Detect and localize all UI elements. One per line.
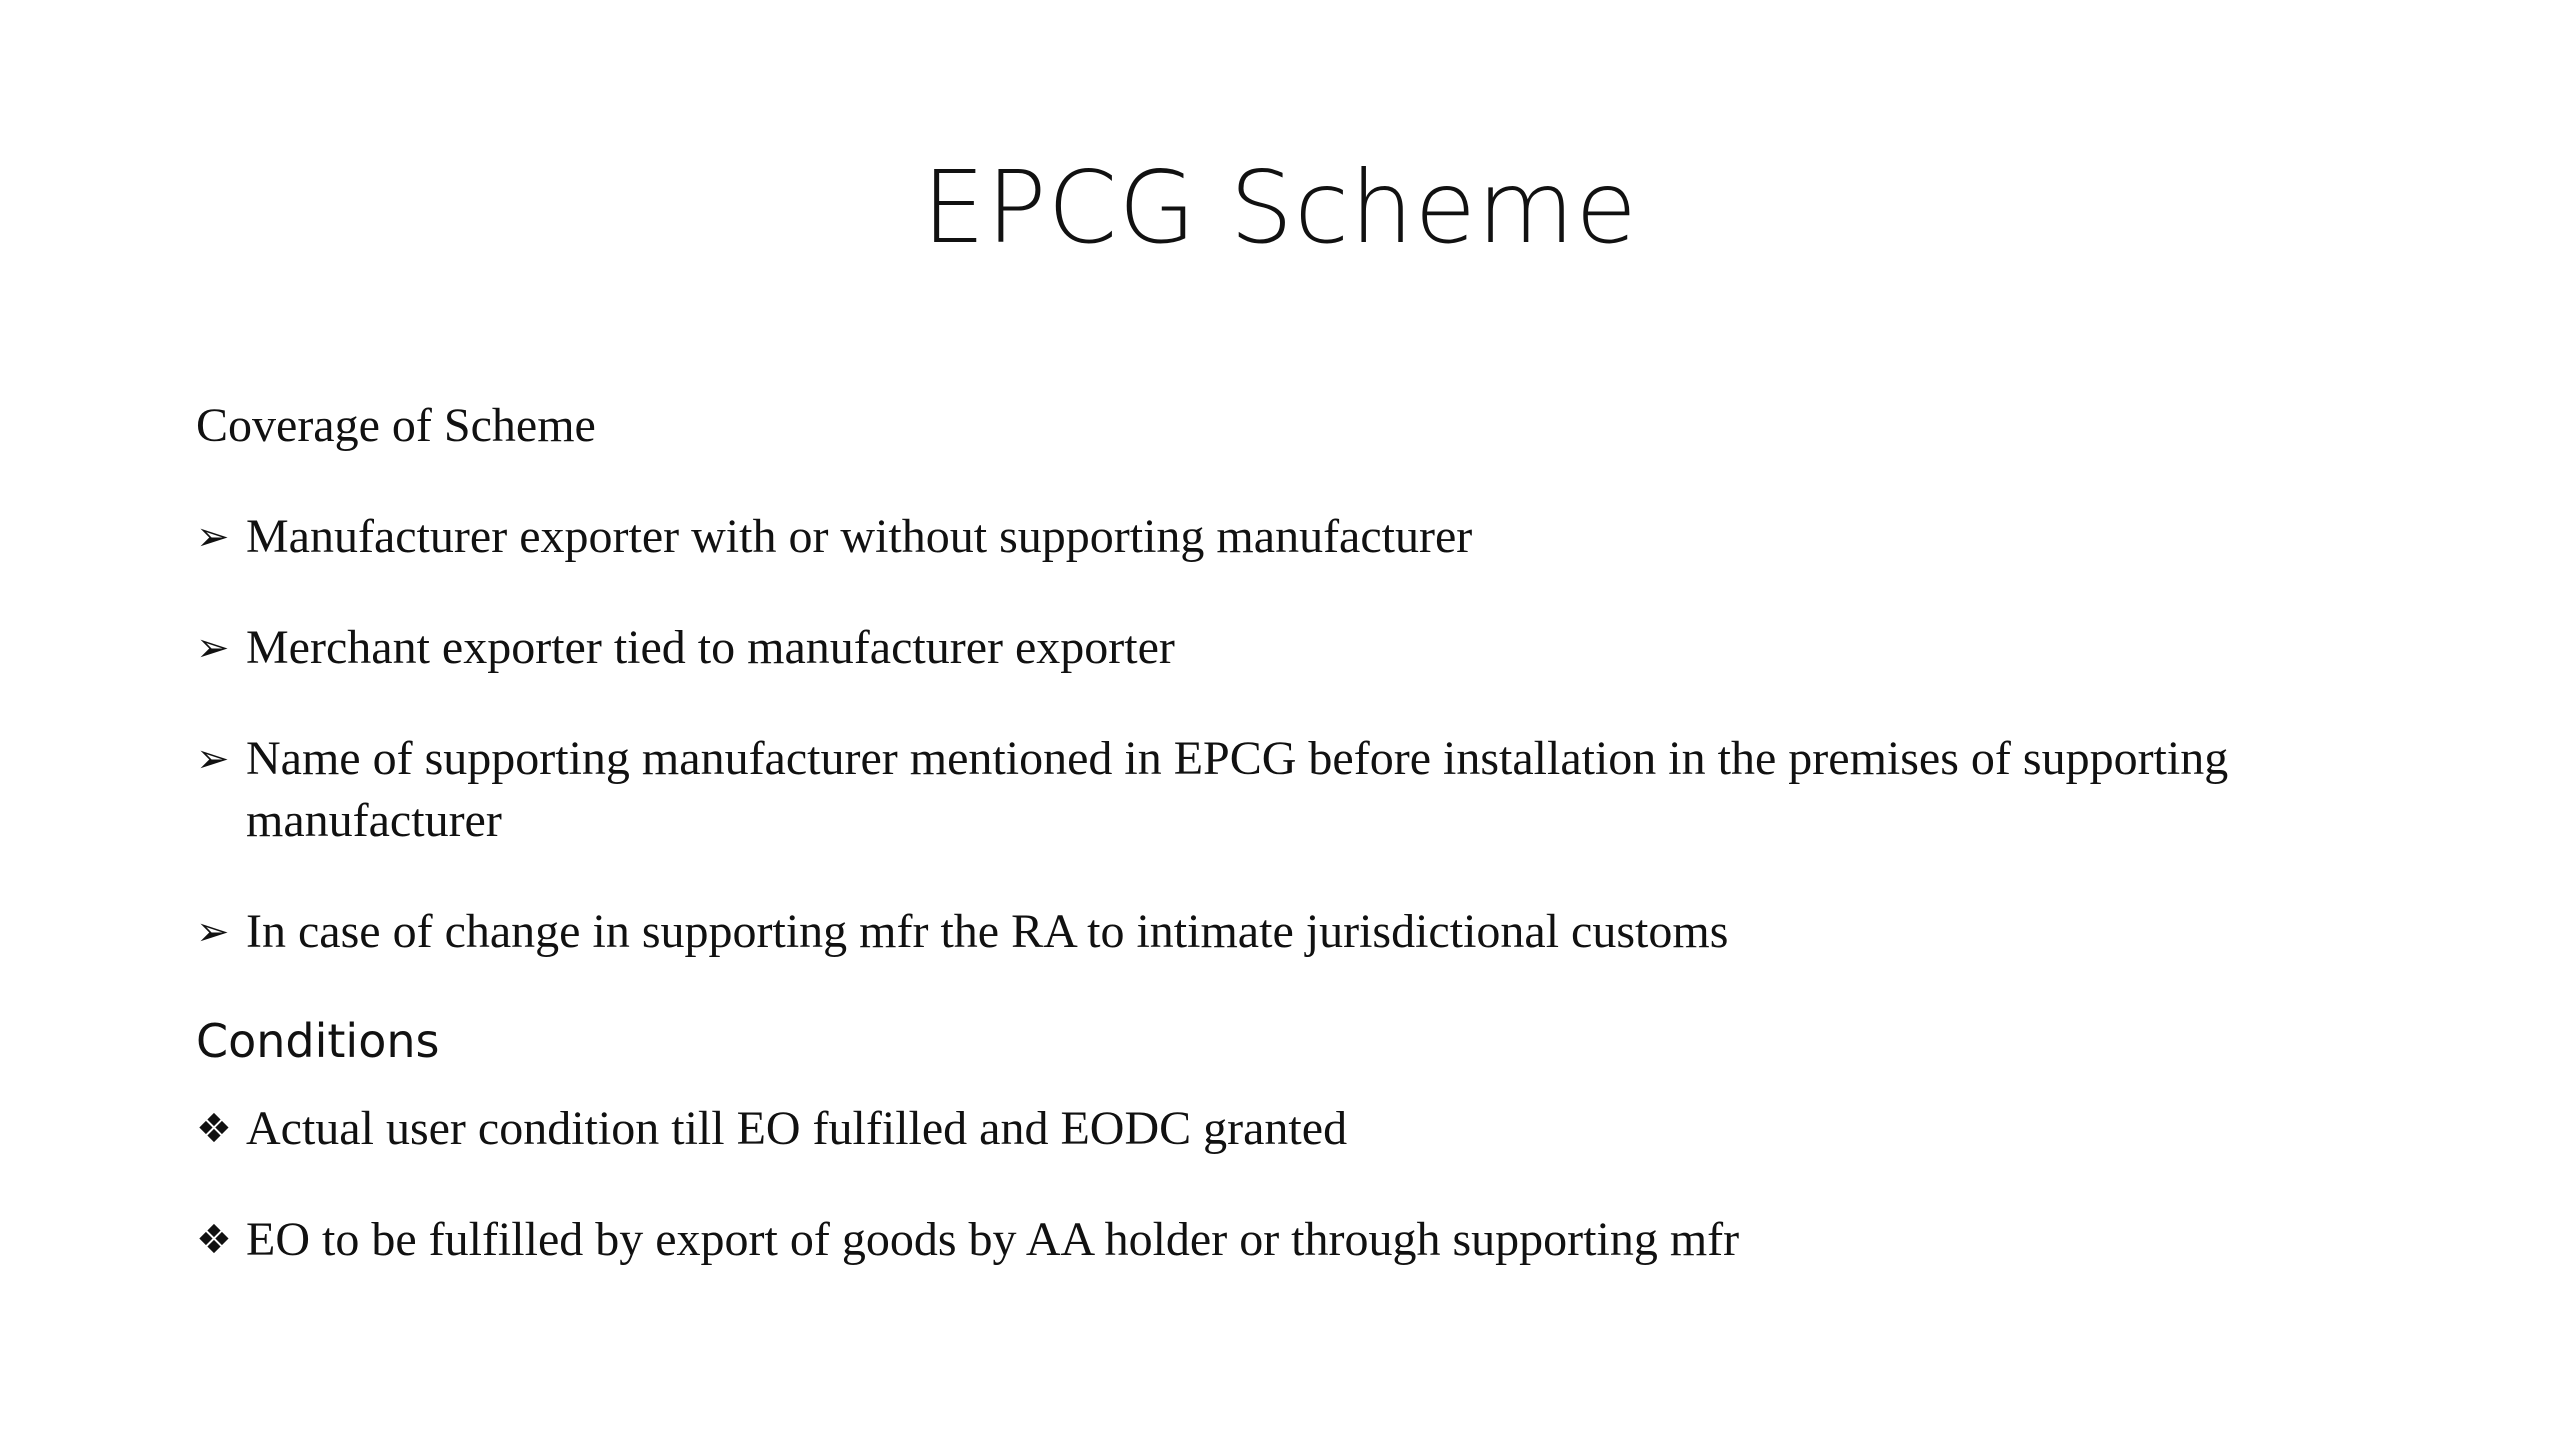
arrowhead-bullet-icon: ➢	[196, 736, 230, 782]
coverage-bullet-1-text: Manufacturer exporter with or without supporting manufacturer	[246, 510, 1473, 563]
coverage-bullet-2	[196, 617, 2296, 679]
coverage-heading: Coverage of Scheme	[196, 399, 596, 452]
coverage-bullet-3-text: Name of supporting manufacturer mentioned in EPCG before installation in the premises of supporting manufacturer	[246, 732, 2229, 847]
conditions-bullet-2	[196, 1209, 2296, 1271]
conditions-bullet-1	[196, 1098, 2296, 1160]
arrowhead-bullet-icon: ➢	[196, 625, 230, 671]
conditions-bullet-2-text: EO to be fulfilled by export of goods by AA holder or through supporting mfr	[246, 1213, 1740, 1266]
coverage-bullet-3	[196, 728, 2296, 852]
arrowhead-bullet-icon: ➢	[196, 909, 230, 955]
conditions-heading: Conditions	[196, 1014, 440, 1068]
coverage-bullet-2-text: Merchant exporter tied to manufacturer exporter	[246, 621, 1175, 674]
coverage-bullet-1	[196, 506, 2296, 568]
four-diamond-bullet-icon: ❖	[196, 1106, 232, 1152]
coverage-bullet-4-text: In case of change in supporting mfr the RA to intimate jurisdictional customs	[246, 905, 1729, 958]
slide-title: EPCG Scheme	[922, 149, 1638, 266]
four-diamond-bullet-icon: ❖	[196, 1217, 232, 1263]
conditions-bullet-1-text: Actual user condition till EO fulfilled and EODC granted	[246, 1102, 1348, 1155]
arrowhead-bullet-icon: ➢	[196, 514, 230, 560]
coverage-bullet-4	[196, 901, 2296, 963]
